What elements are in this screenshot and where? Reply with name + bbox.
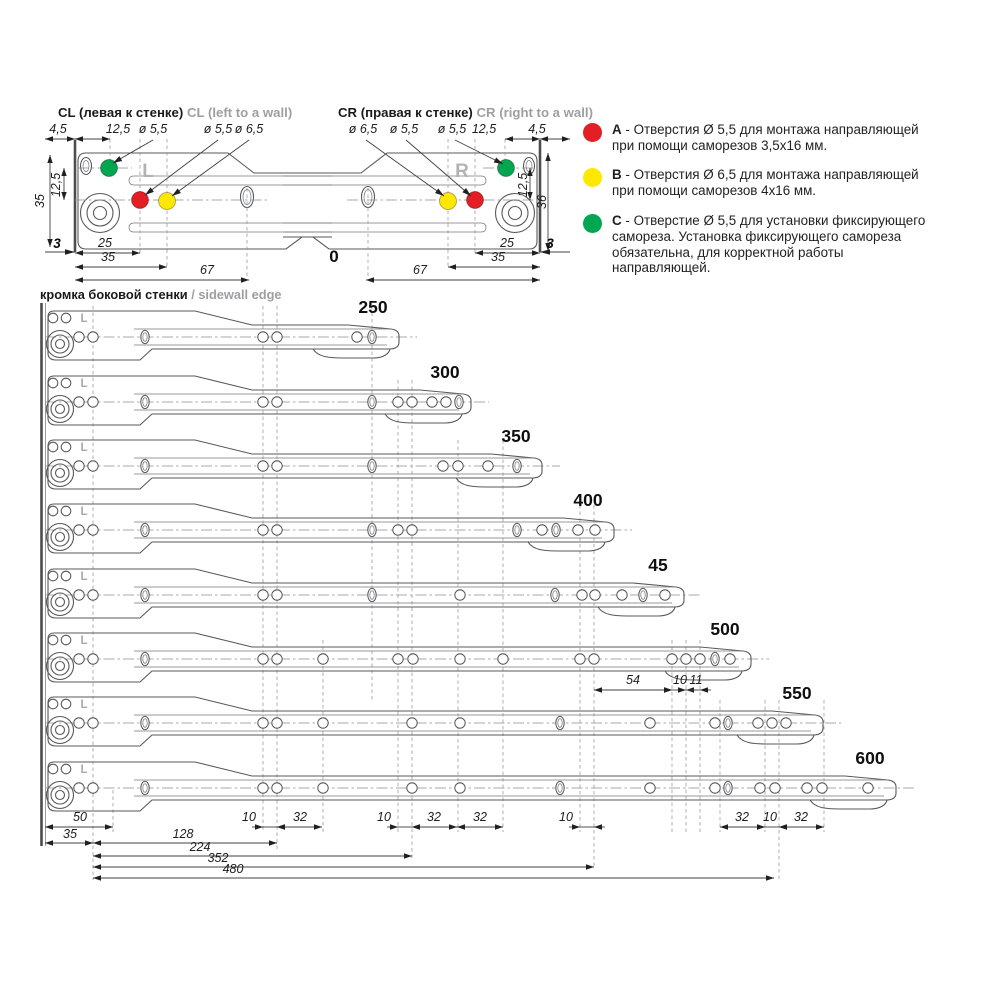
rail-600 xyxy=(45,748,914,811)
svg-text:32: 32 xyxy=(473,810,487,824)
svg-text:L: L xyxy=(80,699,88,711)
svg-text:32: 32 xyxy=(794,810,808,824)
legend-a-line1: A - Отверстия Ø 5,5 для монтажа направляющей xyxy=(612,122,919,137)
svg-text:35: 35 xyxy=(491,250,505,264)
legend-a-line2: при помощи саморезов 3,5х16 мм. xyxy=(612,137,828,153)
svg-text:36: 36 xyxy=(535,195,549,209)
legend-item-b xyxy=(583,167,983,199)
legend-b-line2: при помощи саморезов 4х16 мм. xyxy=(612,182,817,198)
svg-text:128: 128 xyxy=(172,827,194,841)
legend-c-letter: C xyxy=(612,213,622,228)
svg-text:L: L xyxy=(80,313,88,325)
svg-text:350: 350 xyxy=(501,426,531,446)
cr-detail-view xyxy=(283,122,570,283)
svg-text:ø 5,5: ø 5,5 xyxy=(138,122,168,136)
svg-text:32: 32 xyxy=(735,810,749,824)
svg-text:67: 67 xyxy=(413,263,427,277)
cl-code-en: CL xyxy=(186,105,205,120)
rail-400 xyxy=(45,490,632,553)
svg-text:224: 224 xyxy=(189,840,211,854)
svg-text:25: 25 xyxy=(98,236,112,250)
svg-text:L: L xyxy=(80,635,88,647)
rail-500 xyxy=(45,619,769,682)
cr-view-title xyxy=(338,105,593,120)
svg-text:352: 352 xyxy=(207,851,229,865)
svg-text:L: L xyxy=(80,571,88,583)
svg-text:54: 54 xyxy=(626,673,640,687)
svg-text:4,5: 4,5 xyxy=(49,122,67,136)
svg-text:R: R xyxy=(455,161,469,182)
legend-item-a xyxy=(583,122,983,154)
cr-code-en: CR xyxy=(476,105,496,120)
svg-text:L: L xyxy=(80,442,88,454)
svg-text:600: 600 xyxy=(855,748,885,768)
svg-text:3: 3 xyxy=(546,236,554,251)
svg-text:ø 6,5: ø 6,5 xyxy=(234,122,264,136)
rail-500-dimensions xyxy=(594,673,711,693)
legend-b-line1: B - Отверстия Ø 6,5 для монтажа направляющей xyxy=(612,167,919,182)
svg-text:480: 480 xyxy=(222,862,244,876)
cl-title-ru: (левая к стенке) xyxy=(79,105,184,120)
svg-text:400: 400 xyxy=(573,490,603,510)
svg-text:10: 10 xyxy=(242,810,256,824)
svg-text:ø 5,5: ø 5,5 xyxy=(389,122,419,136)
svg-text:0: 0 xyxy=(329,247,339,266)
rail-45 xyxy=(45,555,702,618)
sidewall-label-en: / sidewall edge xyxy=(191,287,282,302)
rail-350 xyxy=(45,426,560,489)
cr-title-ru: (правая к стенке) xyxy=(360,105,473,120)
svg-text:12,5: 12,5 xyxy=(471,122,497,136)
svg-text:50: 50 xyxy=(73,810,87,824)
cr-title-en: (right to a wall) xyxy=(499,105,593,120)
cl-title-en: (left to a wall) xyxy=(207,105,293,120)
legend-item-c xyxy=(583,213,983,276)
svg-text:L: L xyxy=(80,378,88,390)
svg-text:35: 35 xyxy=(101,250,115,264)
legend-c-line2: самореза. Установка фиксирующего самореза xyxy=(612,228,902,244)
svg-text:10: 10 xyxy=(377,810,391,824)
svg-text:550: 550 xyxy=(782,683,812,703)
svg-text:12,5: 12,5 xyxy=(516,172,530,198)
svg-text:35: 35 xyxy=(63,827,77,841)
svg-text:4,5: 4,5 xyxy=(528,122,546,136)
rail-550 xyxy=(45,683,841,746)
red-hole-icon xyxy=(583,123,602,142)
cr-code: CR xyxy=(338,105,358,120)
svg-text:35: 35 xyxy=(33,194,47,208)
sidewall-label-ru: кромка боковой стенки xyxy=(40,287,188,302)
svg-text:32: 32 xyxy=(293,810,307,824)
rail-250 xyxy=(45,297,417,360)
sidewall-edge-label xyxy=(40,287,282,302)
svg-text:32: 32 xyxy=(427,810,441,824)
legend-c-line1: C - Отверстие Ø 5,5 для установки фиксирующего xyxy=(612,213,926,228)
green-hole-icon xyxy=(583,214,602,233)
svg-text:10: 10 xyxy=(673,673,687,687)
svg-text:L: L xyxy=(142,161,154,182)
cl-detail-view xyxy=(33,122,332,283)
svg-text:12,5: 12,5 xyxy=(105,122,131,136)
svg-text:45: 45 xyxy=(648,555,668,575)
svg-text:500: 500 xyxy=(710,619,740,639)
legend-c-line4: направляющей. xyxy=(612,260,711,276)
sidewall-edge-line xyxy=(42,303,46,846)
legend-a-letter: A xyxy=(612,122,622,137)
svg-text:10: 10 xyxy=(559,810,573,824)
svg-text:67: 67 xyxy=(200,263,214,277)
svg-text:L: L xyxy=(80,506,88,518)
svg-text:10: 10 xyxy=(763,810,777,824)
svg-text:11: 11 xyxy=(689,673,703,687)
rail-300 xyxy=(45,362,489,425)
cl-code: CL xyxy=(58,105,76,120)
svg-text:ø 5,5: ø 5,5 xyxy=(437,122,467,136)
cl-view-title xyxy=(58,105,292,120)
svg-text:300: 300 xyxy=(430,362,460,382)
legend-c-line3: обязательна, для корректной работы xyxy=(612,244,844,260)
svg-text:250: 250 xyxy=(358,297,388,317)
svg-text:3: 3 xyxy=(53,236,61,251)
yellow-hole-icon xyxy=(583,168,602,187)
legend-b-letter: B xyxy=(612,167,622,182)
svg-text:L: L xyxy=(80,764,88,776)
svg-text:ø 6,5: ø 6,5 xyxy=(348,122,378,136)
svg-text:12,5: 12,5 xyxy=(49,172,63,198)
svg-text:ø 5,5: ø 5,5 xyxy=(203,122,233,136)
bottom-dimensions xyxy=(45,810,824,881)
svg-text:25: 25 xyxy=(500,236,514,250)
